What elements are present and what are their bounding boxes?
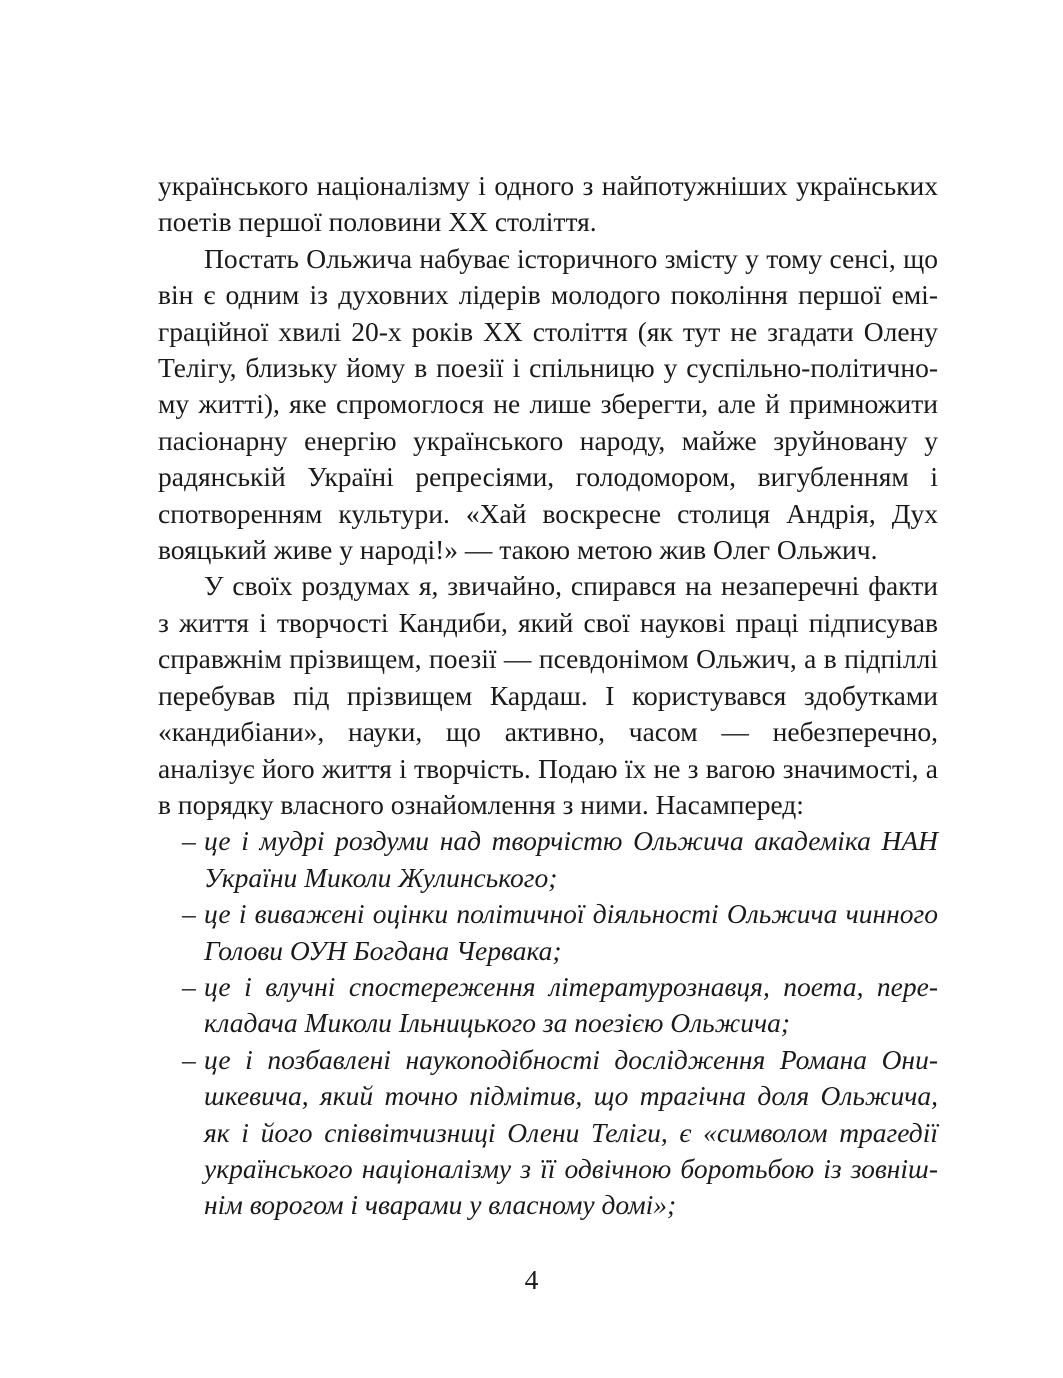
- paragraph-olzhych-figure: Постать Ольжича набуває історичного змісту у тому сенсі, що він є одним із духовних лідерів молодого покоління першої еміграційної хвилі 20-х років ХХ століття (як тут не згадати Олену Телігу, близьку йому в поезії і спільницю у суспільно-політичному житті), яке спромоглося не лише зберегти, але й примножити пасіонарну енергію українського народу, майже зруйновану у радянській Україні репресіями, голодомором, вигубленням і спотворенням культури. «Хай воскресне столиця Андрія, Дух вояцький живе у народі!» — такою метою жив Олег Ольжич.: [158, 242, 938, 566]
- bullet-dash: –: [182, 1043, 196, 1075]
- list-item-text: це і влучні спостереження літературознавця, поета, перекладача Миколи Ільницького за поезією Ольжича;: [204, 970, 938, 1039]
- list-item: [158, 823, 938, 896]
- paragraph-sources-intro: У своїх роздумах я, звичайно, спирався на незаперечні факти з життя і творчості Кандиби, який свої наукові праці підписував справжнім прізвищем, поезії — псевдонімом Ольжич, а в підпіллі перебував під прізвищем Кардаш. І користувався здобутками «кандибіани», науки, що активно, часом — небезперечно, аналізує його життя і творчість. Подаю їх не з вагою значимості, а в порядку власного ознайомлення з ними. Насамперед:: [158, 570, 938, 820]
- bullet-dash: –: [182, 970, 196, 1002]
- page-number: 4: [524, 1264, 539, 1295]
- list-item: [158, 896, 938, 969]
- list-item: [158, 1042, 938, 1224]
- page-body: [158, 168, 938, 1224]
- list-item-text: це і виважені оцінки політичної діяльності Ольжича чинного Голови ОУН Богдана Червака;: [204, 898, 938, 966]
- bullet-dash: –: [182, 825, 196, 857]
- list-item-text: це і позбавлені наукоподібності дослідження Романа Онишкевича, який точно підмітив, що трагічна доля Ольжича, як і його співвітчизниці Олени Теліги, є «символом трагедії українського націоналізму з її одвічною боротьбою із зовнішнім ворогом і чварами у власному домі»;: [204, 1043, 938, 1221]
- bullet-dash: –: [182, 898, 196, 930]
- list-item: [158, 969, 938, 1042]
- sources-list: [158, 823, 938, 1223]
- list-item-text: це і мудрі роздуми над творчістю Ольжича академіка НАН України Миколи Жулинського;: [204, 825, 938, 893]
- paragraph-continuation: українського націоналізму і одного з найпотужніших українських поетів першої половини ХХ століття.: [158, 170, 938, 238]
